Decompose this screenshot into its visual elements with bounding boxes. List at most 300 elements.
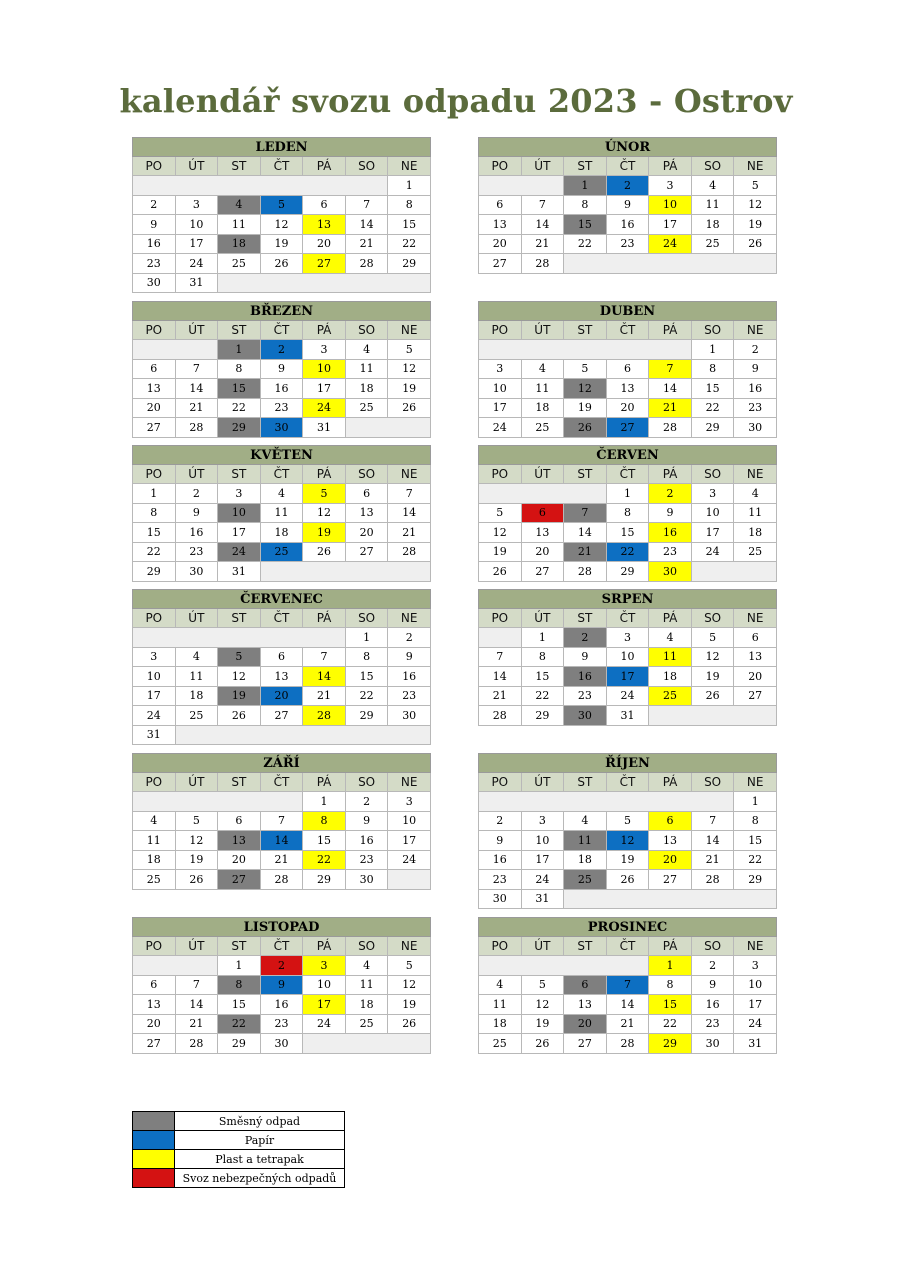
day-cell: 18 [649,667,692,687]
day-cell: 9 [564,647,607,667]
month-8 [478,589,777,726]
day-cell: 8 [606,503,649,523]
day-cell: 2 [564,628,607,648]
day-cell: 2 [260,956,303,976]
day-cell: 30 [564,706,607,726]
day-cell: 2 [388,628,431,648]
day-cell: 20 [345,523,388,543]
legend [132,1111,345,1188]
legend-swatch-plastic [133,1150,175,1169]
weekday-header: SO [691,465,734,484]
day-cell: 8 [133,503,176,523]
week-row [479,340,777,360]
day-cell: 29 [649,1034,692,1054]
week-row [133,725,431,745]
day-cell: 23 [734,398,777,418]
day-cell: 20 [564,1014,607,1034]
week-row [133,686,431,706]
day-cell: 17 [479,398,522,418]
weekday-header: PÁ [303,157,346,176]
day-cell: 19 [218,686,261,706]
day-cell: 27 [260,706,303,726]
day-cell: 25 [734,542,777,562]
week-row [479,889,777,909]
day-cell: 29 [345,706,388,726]
day-cell: 25 [345,398,388,418]
day-cell: 1 [564,176,607,196]
day-cell: 14 [303,667,346,687]
empty-cell [479,340,692,360]
day-cell: 19 [388,995,431,1015]
week-row [479,1014,777,1034]
day-cell: 3 [479,359,522,379]
day-cell: 1 [218,956,261,976]
day-cell: 14 [260,831,303,851]
day-cell: 7 [345,195,388,215]
day-cell: 1 [649,956,692,976]
day-cell: 31 [133,725,176,745]
day-cell: 11 [345,975,388,995]
week-row [133,273,431,293]
day-cell: 28 [649,418,692,438]
week-row [133,503,431,523]
week-row [479,870,777,890]
weekday-header: ČT [260,609,303,628]
day-cell: 3 [734,956,777,976]
empty-cell [564,254,777,274]
day-cell: 9 [175,503,218,523]
day-cell: 2 [479,811,522,831]
day-cell: 23 [260,398,303,418]
day-cell: 25 [133,870,176,890]
day-cell: 6 [649,811,692,831]
day-cell: 27 [649,870,692,890]
week-row [479,831,777,851]
month-name: BŘEZEN [133,302,431,321]
day-cell: 23 [133,254,176,274]
day-cell: 16 [260,995,303,1015]
day-cell: 10 [175,215,218,235]
day-cell: 24 [479,418,522,438]
week-row [479,215,777,235]
day-cell: 1 [388,176,431,196]
empty-cell [388,870,431,890]
weekday-header: ST [218,773,261,792]
day-cell: 13 [260,667,303,687]
day-cell: 13 [649,831,692,851]
day-cell: 10 [218,503,261,523]
day-cell: 21 [388,523,431,543]
day-cell: 29 [734,870,777,890]
day-cell: 19 [175,850,218,870]
day-cell: 3 [388,792,431,812]
weekday-header: ČT [606,321,649,340]
day-cell: 5 [218,647,261,667]
weekday-header: PÁ [649,773,692,792]
day-cell: 17 [606,667,649,687]
day-cell: 19 [734,215,777,235]
day-cell: 15 [734,831,777,851]
week-row [479,195,777,215]
weekday-header: PÁ [649,937,692,956]
empty-cell [345,418,430,438]
day-cell: 16 [479,850,522,870]
day-cell: 30 [479,889,522,909]
month-name: PROSINEC [479,918,777,937]
weekday-header: ST [564,773,607,792]
day-cell: 6 [734,628,777,648]
day-cell: 21 [521,234,564,254]
week-row [133,359,431,379]
day-cell: 29 [218,1034,261,1054]
day-cell: 17 [133,686,176,706]
day-cell: 29 [606,562,649,582]
weekday-header: ÚT [175,773,218,792]
weekday-header: NE [734,157,777,176]
week-row [133,562,431,582]
week-row [133,706,431,726]
month-4 [478,301,777,438]
day-cell: 15 [133,523,176,543]
weekday-header: ST [218,157,261,176]
month-9 [132,753,431,890]
day-cell: 7 [649,359,692,379]
day-cell: 15 [564,215,607,235]
day-cell: 6 [521,503,564,523]
day-cell: 20 [133,1014,176,1034]
day-cell: 4 [175,647,218,667]
week-row [133,254,431,274]
empty-cell [479,956,649,976]
weekday-header: PO [479,321,522,340]
day-cell: 30 [734,418,777,438]
day-cell: 3 [521,811,564,831]
weekday-header: NE [388,321,431,340]
weekday-header: PÁ [303,937,346,956]
month-name: ŘÍJEN [479,754,777,773]
day-cell: 27 [479,254,522,274]
week-row [133,995,431,1015]
day-cell: 22 [388,234,431,254]
legend-swatch-hazard [133,1169,175,1188]
day-cell: 24 [734,1014,777,1034]
day-cell: 22 [133,542,176,562]
day-cell: 8 [388,195,431,215]
week-row [479,398,777,418]
day-cell: 10 [691,503,734,523]
day-cell: 17 [691,523,734,543]
weekday-header: ÚT [175,937,218,956]
day-cell: 25 [521,418,564,438]
day-cell: 9 [606,195,649,215]
weekday-header: ČT [260,157,303,176]
weekday-header: PO [133,937,176,956]
weekday-header: SO [345,609,388,628]
day-cell: 22 [218,398,261,418]
day-cell: 9 [649,503,692,523]
week-row [133,811,431,831]
day-cell: 22 [564,234,607,254]
day-cell: 18 [345,995,388,1015]
day-cell: 8 [345,647,388,667]
day-cell: 17 [649,215,692,235]
weekday-header: NE [734,937,777,956]
day-cell: 22 [606,542,649,562]
empty-cell [133,628,346,648]
day-cell: 30 [175,562,218,582]
day-cell: 15 [303,831,346,851]
weekday-header: ST [564,321,607,340]
weekday-header: NE [388,609,431,628]
day-cell: 28 [691,870,734,890]
day-cell: 12 [260,215,303,235]
day-cell: 10 [649,195,692,215]
day-cell: 13 [133,995,176,1015]
week-row [479,956,777,976]
day-cell: 24 [303,398,346,418]
day-cell: 14 [175,379,218,399]
week-row [479,359,777,379]
week-row [479,1034,777,1054]
day-cell: 16 [175,523,218,543]
day-cell: 5 [175,811,218,831]
month-name: KVĚTEN [133,446,431,465]
week-row [479,628,777,648]
day-cell: 19 [260,234,303,254]
day-cell: 2 [606,176,649,196]
weekday-header: SO [691,321,734,340]
weekday-header: ÚT [175,465,218,484]
week-row [133,850,431,870]
day-cell: 20 [734,667,777,687]
day-cell: 26 [303,542,346,562]
day-cell: 3 [649,176,692,196]
weekday-header: SO [345,773,388,792]
day-cell: 11 [479,995,522,1015]
day-cell: 4 [691,176,734,196]
legend-row-plastic [133,1150,345,1169]
weekday-header: PÁ [649,157,692,176]
day-cell: 21 [345,234,388,254]
week-row [133,523,431,543]
day-cell: 20 [133,398,176,418]
day-cell: 26 [218,706,261,726]
week-row [479,647,777,667]
day-cell: 9 [260,359,303,379]
weekday-header: SO [345,321,388,340]
day-cell: 15 [345,667,388,687]
day-cell: 23 [479,870,522,890]
weekday-header: NE [734,465,777,484]
empty-cell [691,562,776,582]
day-cell: 25 [564,870,607,890]
day-cell: 4 [734,484,777,504]
day-cell: 12 [606,831,649,851]
day-cell: 4 [345,340,388,360]
day-cell: 11 [133,831,176,851]
day-cell: 8 [218,975,261,995]
day-cell: 3 [303,956,346,976]
day-cell: 25 [260,542,303,562]
day-cell: 27 [133,418,176,438]
day-cell: 27 [345,542,388,562]
day-cell: 23 [175,542,218,562]
day-cell: 8 [734,811,777,831]
weekday-header: SO [345,937,388,956]
weekday-header: ČT [606,609,649,628]
day-cell: 20 [479,234,522,254]
weekday-header: SO [691,157,734,176]
day-cell: 16 [649,523,692,543]
day-cell: 7 [606,975,649,995]
day-cell: 5 [734,176,777,196]
empty-cell [133,792,303,812]
day-cell: 28 [388,542,431,562]
day-cell: 5 [564,359,607,379]
day-cell: 11 [521,379,564,399]
day-cell: 2 [691,956,734,976]
day-cell: 3 [606,628,649,648]
day-cell: 28 [175,418,218,438]
day-cell: 25 [218,254,261,274]
day-cell: 16 [260,379,303,399]
day-cell: 12 [521,995,564,1015]
weekday-header: PÁ [649,465,692,484]
day-cell: 27 [218,870,261,890]
day-cell: 16 [388,667,431,687]
empty-cell [133,340,218,360]
day-cell: 27 [521,562,564,582]
day-cell: 11 [175,667,218,687]
month-name: DUBEN [479,302,777,321]
day-cell: 5 [521,975,564,995]
day-cell: 23 [691,1014,734,1034]
day-cell: 24 [133,706,176,726]
month-10 [478,753,777,909]
day-cell: 13 [564,995,607,1015]
day-cell: 18 [345,379,388,399]
day-cell: 19 [479,542,522,562]
week-row [479,523,777,543]
weekday-header: PÁ [649,321,692,340]
week-row [479,686,777,706]
weekday-header: PÁ [303,773,346,792]
day-cell: 26 [388,398,431,418]
week-row [479,706,777,726]
day-cell: 21 [606,1014,649,1034]
weekday-header: NE [734,321,777,340]
day-cell: 23 [606,234,649,254]
day-cell: 20 [521,542,564,562]
day-cell: 12 [388,975,431,995]
day-cell: 26 [479,562,522,582]
day-cell: 10 [734,975,777,995]
day-cell: 18 [218,234,261,254]
legend-label-mixed: Směsný odpad [175,1112,345,1131]
day-cell: 23 [260,1014,303,1034]
month-1 [132,137,431,293]
day-cell: 10 [479,379,522,399]
day-cell: 27 [303,254,346,274]
day-cell: 3 [303,340,346,360]
day-cell: 22 [303,850,346,870]
weekday-header: ČT [260,465,303,484]
day-cell: 26 [260,254,303,274]
week-row [479,503,777,523]
day-cell: 20 [649,850,692,870]
day-cell: 14 [479,667,522,687]
weekday-header: PÁ [303,609,346,628]
day-cell: 11 [691,195,734,215]
day-cell: 30 [133,273,176,293]
day-cell: 28 [564,562,607,582]
weekday-header: SO [691,773,734,792]
day-cell: 4 [479,975,522,995]
week-row [133,484,431,504]
day-cell: 11 [734,503,777,523]
day-cell: 29 [388,254,431,274]
empty-cell [479,792,734,812]
day-cell: 22 [345,686,388,706]
day-cell: 15 [691,379,734,399]
weekday-header: PO [133,321,176,340]
day-cell: 9 [691,975,734,995]
day-cell: 31 [734,1034,777,1054]
legend-row-paper [133,1131,345,1150]
day-cell: 9 [133,215,176,235]
weekday-header: ST [564,157,607,176]
weekday-header: SO [345,157,388,176]
month-name: SRPEN [479,590,777,609]
week-row [133,398,431,418]
legend-label-paper: Papír [175,1131,345,1150]
day-cell: 17 [388,831,431,851]
day-cell: 23 [649,542,692,562]
day-cell: 16 [345,831,388,851]
day-cell: 2 [260,340,303,360]
day-cell: 9 [260,975,303,995]
weekday-header: ČT [260,937,303,956]
day-cell: 21 [649,398,692,418]
day-cell: 26 [175,870,218,890]
day-cell: 28 [345,254,388,274]
weekday-header: PO [133,609,176,628]
day-cell: 9 [479,831,522,851]
week-row [479,667,777,687]
month-6 [478,445,777,582]
day-cell: 30 [649,562,692,582]
day-cell: 8 [649,975,692,995]
day-cell: 19 [388,379,431,399]
day-cell: 18 [734,523,777,543]
day-cell: 14 [345,215,388,235]
weekday-header: SO [345,465,388,484]
day-cell: 18 [521,398,564,418]
day-cell: 12 [388,359,431,379]
week-row [133,647,431,667]
day-cell: 4 [564,811,607,831]
day-cell: 8 [303,811,346,831]
day-cell: 24 [606,686,649,706]
weekday-header: ÚT [175,609,218,628]
day-cell: 22 [734,850,777,870]
week-row [133,418,431,438]
week-row [479,418,777,438]
day-cell: 24 [175,254,218,274]
day-cell: 7 [564,503,607,523]
empty-cell [175,725,430,745]
day-cell: 16 [564,667,607,687]
